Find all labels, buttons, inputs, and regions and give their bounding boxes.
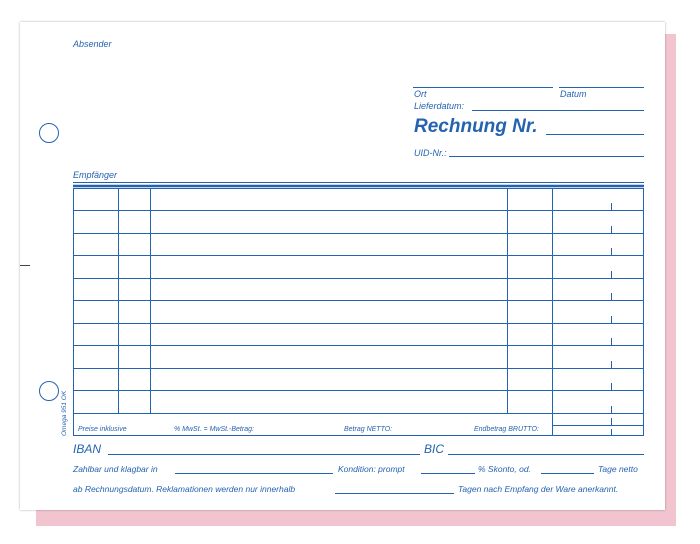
place-label: Ort bbox=[414, 89, 427, 99]
fold-mark bbox=[20, 265, 30, 266]
table-frame bbox=[74, 189, 644, 436]
invoice-title: Rechnung Nr. bbox=[414, 116, 538, 137]
complaint-days-line[interactable] bbox=[335, 493, 454, 494]
iban-label: IBAN bbox=[73, 442, 102, 456]
recipient-label: Empfänger bbox=[73, 170, 118, 180]
item-table bbox=[20, 22, 665, 510]
prices-inclusive-label: Preise inklusive bbox=[78, 426, 127, 433]
vat-label: % MwSt. = MwSt.-Betrag: bbox=[174, 426, 254, 433]
delivery-date-label: Lieferdatum: bbox=[414, 101, 465, 111]
gross-amount-label: Endbetrag BRUTTO: bbox=[474, 426, 539, 433]
net-days-label: Tage netto bbox=[598, 464, 638, 474]
condition-label: Kondition: prompt bbox=[338, 464, 405, 474]
iban-line[interactable] bbox=[108, 454, 420, 455]
sender-label: Absender bbox=[73, 39, 112, 49]
uid-label: UID-Nr.: bbox=[414, 148, 447, 158]
invoice-form bbox=[20, 22, 665, 510]
discount-line[interactable] bbox=[421, 473, 475, 474]
date-label: Datum bbox=[560, 89, 587, 99]
discount-label: % Skonto, od. bbox=[478, 464, 531, 474]
bic-label: BIC bbox=[424, 442, 445, 456]
form-code: Omega 951 OK bbox=[61, 390, 68, 436]
complaints-label: ab Rechnungsdatum. Reklamationen werden nur innerhalb bbox=[73, 484, 296, 494]
acceptance-label: Tagen nach Empfang der Ware anerkannt. bbox=[458, 484, 619, 494]
net-days-line[interactable] bbox=[541, 473, 594, 474]
net-amount-label: Betrag NETTO: bbox=[344, 426, 393, 433]
payable-place-line[interactable] bbox=[175, 473, 333, 474]
bic-line[interactable] bbox=[448, 454, 644, 455]
payable-label: Zahlbar und klagbar in bbox=[73, 464, 158, 474]
